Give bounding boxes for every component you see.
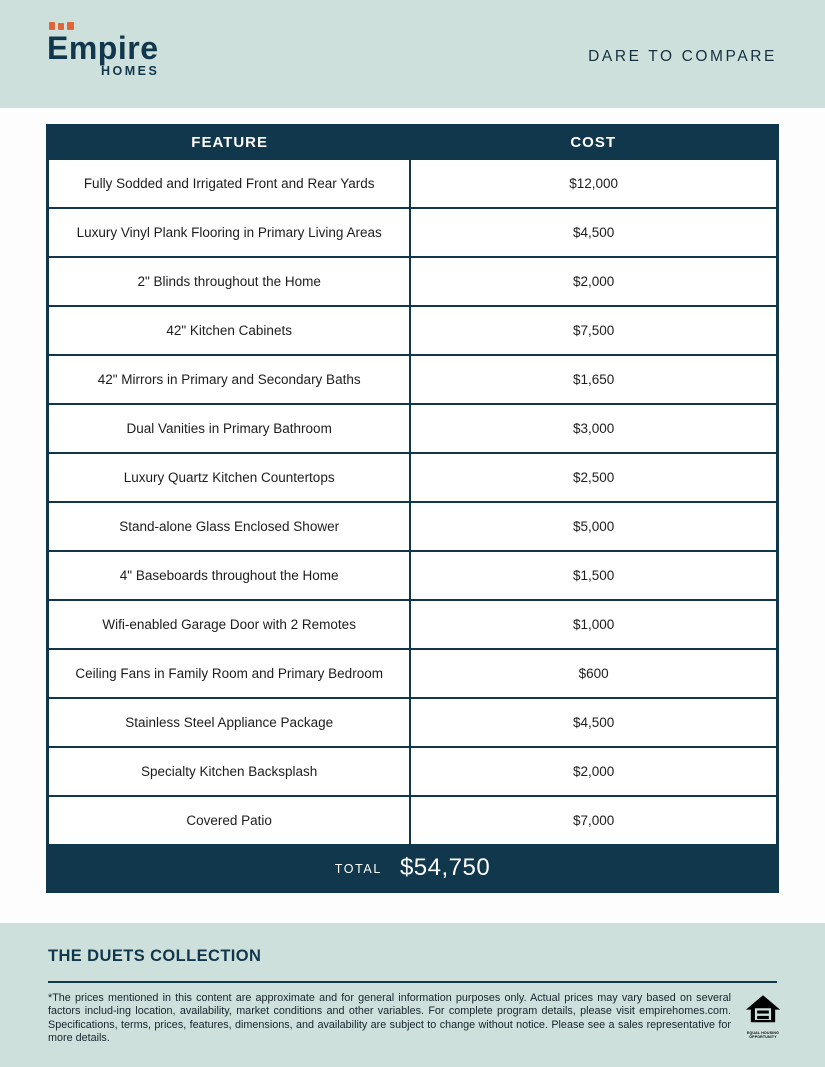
table-row xyxy=(48,306,778,355)
table-row xyxy=(48,404,778,453)
table-row xyxy=(48,698,778,747)
feature-cell: Ceiling Fans in Family Room and Primary Bedroom xyxy=(48,649,411,698)
table-row xyxy=(48,649,778,698)
table-row xyxy=(48,208,778,257)
feature-cell: 42" Mirrors in Primary and Secondary Baths xyxy=(48,355,411,404)
feature-cell: 42" Kitchen Cabinets xyxy=(48,306,411,355)
cost-cell: $1,650 xyxy=(410,355,777,404)
feature-cell: Dual Vanities in Primary Bathroom xyxy=(48,404,411,453)
table-row xyxy=(48,159,778,208)
total-value: $54,750 xyxy=(399,853,491,881)
table-header-row xyxy=(48,126,778,159)
feature-cell: Luxury Vinyl Plank Flooring in Primary Living Areas xyxy=(48,208,411,257)
table-row xyxy=(48,747,778,796)
table-row xyxy=(48,796,778,845)
dare-to-compare-table xyxy=(46,124,779,893)
feature-cell: Specialty Kitchen Backsplash xyxy=(48,747,411,796)
logo-secondary-text: HOMES xyxy=(101,64,160,78)
cost-cell: $1,500 xyxy=(410,551,777,600)
table-row xyxy=(48,600,778,649)
cost-cell: $4,500 xyxy=(410,208,777,257)
cost-cell: $1,000 xyxy=(410,600,777,649)
table-row xyxy=(48,502,778,551)
feature-cell: Luxury Quartz Kitchen Countertops xyxy=(48,453,411,502)
cost-cell: $7,500 xyxy=(410,306,777,355)
feature-cell: Stainless Steel Appliance Package xyxy=(48,698,411,747)
feature-cell: Fully Sodded and Irrigated Front and Rear Yards xyxy=(48,159,411,208)
feature-cell: Stand-alone Glass Enclosed Shower xyxy=(48,502,411,551)
cost-cell: $12,000 xyxy=(410,159,777,208)
table-row xyxy=(48,355,778,404)
cost-cell: $2,000 xyxy=(410,747,777,796)
cost-cell: $2,500 xyxy=(410,453,777,502)
feature-column-header: FEATURE xyxy=(48,126,411,159)
divider-rule xyxy=(48,981,777,983)
page-title: DARE TO COMPARE xyxy=(588,48,777,65)
equal-housing-caption: EQUAL HOUSING OPPORTUNITY xyxy=(746,1031,780,1039)
cost-cell: $3,000 xyxy=(410,404,777,453)
logo-primary-text: Empire xyxy=(47,30,159,66)
cost-cell: $600 xyxy=(410,649,777,698)
page-header xyxy=(0,0,825,108)
feature-cell: Covered Patio xyxy=(48,796,411,845)
cost-cell: $2,000 xyxy=(410,257,777,306)
collection-title: THE DUETS COLLECTION xyxy=(48,947,262,965)
empire-homes-logo xyxy=(47,22,159,78)
feature-cell: 2" Blinds throughout the Home xyxy=(48,257,411,306)
cost-cell: $5,000 xyxy=(410,502,777,551)
cost-column-header: COST xyxy=(410,126,777,159)
disclaimer-text: *The prices mentioned in this content are approximate and for general information purposes only. Actual prices may vary based on several factors includ-ing location, availability, market conditions and other variables. For complete program details, please visit empirehomes.com. Specifications, terms, prices, features, dimensions, and availability are subject to change without notice. Please see a sales representative for more details. xyxy=(48,992,731,1045)
total-label: TOTAL xyxy=(334,862,382,876)
cost-cell: $7,000 xyxy=(410,796,777,845)
table-row xyxy=(48,257,778,306)
cost-cell: $4,500 xyxy=(410,698,777,747)
feature-cell: Wifi-enabled Garage Door with 2 Remotes xyxy=(48,600,411,649)
page-footer xyxy=(0,923,825,1067)
total-row xyxy=(48,845,778,892)
table-row xyxy=(48,453,778,502)
equal-housing-icon xyxy=(743,994,783,1040)
feature-cell: 4" Baseboards throughout the Home xyxy=(48,551,411,600)
table-row xyxy=(48,551,778,600)
